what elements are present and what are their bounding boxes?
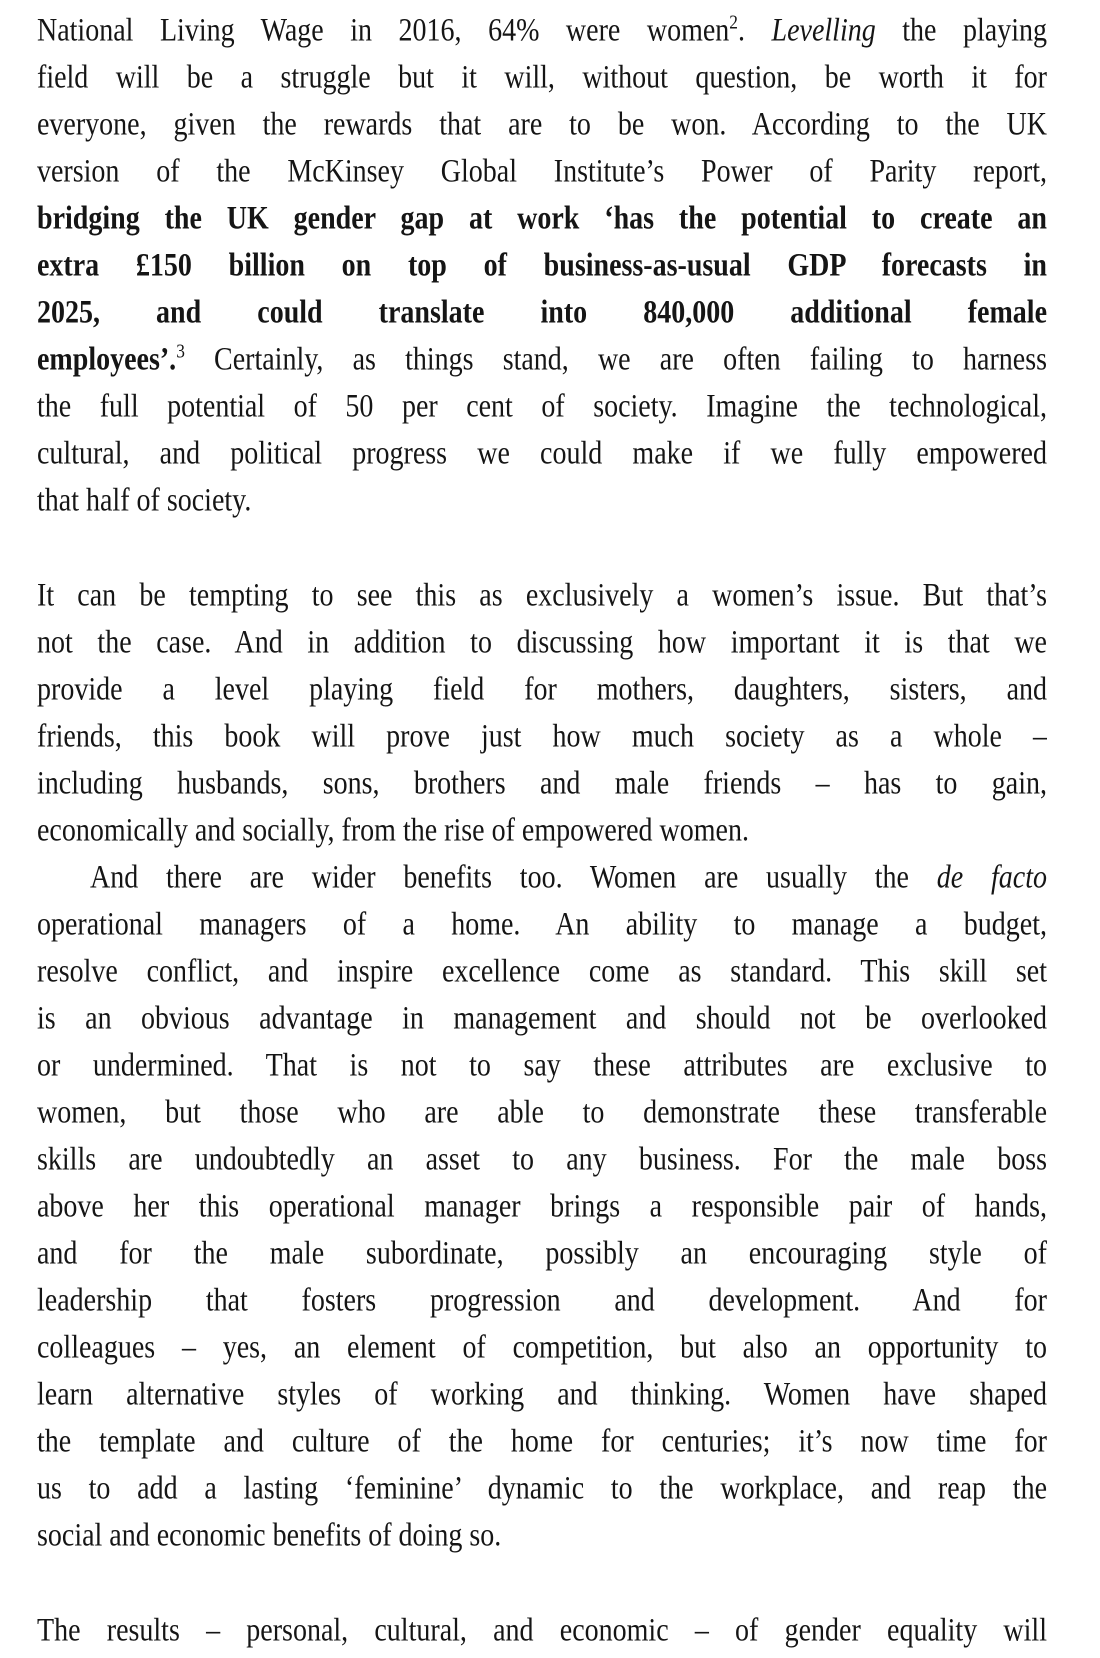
text-line <box>37 1603 1047 1658</box>
text-line <box>37 473 1047 528</box>
text-run-regular: not the case. And in addition to discussing how important it is that we <box>37 624 1047 661</box>
text-run-bold: extra £150 billion on top of business-as-usual GDP forecasts in <box>37 247 1047 284</box>
text-line <box>37 1508 1047 1563</box>
text-run-regular: the full potential of 50 per cent of society. Imagine the technological, <box>37 388 1047 425</box>
text-run-regular: is an obvious advantage in management and should not be overlooked <box>37 1000 1047 1037</box>
text-run-regular: us to add a lasting ‘feminine’ dynamic to the workplace, and reap the <box>37 1470 1047 1507</box>
footnote-marker: 3 <box>176 340 185 363</box>
text-run-regular: provide a level playing field for mothers, daughters, sisters, and <box>37 671 1047 708</box>
text-run-regular: and for the male subordinate, possibly an encouraging style of <box>37 1235 1047 1272</box>
text-run-regular: economically and socially, from the rise of empowered women. <box>37 812 749 849</box>
text-run-regular: including husbands, sons, brothers and male friends – has to gain, <box>37 765 1047 802</box>
text-run-regular: learn alternative styles of working and thinking. Women have shaped <box>37 1376 1047 1413</box>
text-run-regular: The results – personal, cultural, and economic – of gender equality will <box>37 1612 1047 1649</box>
text-run-bold: bridging the UK gender gap at work ‘has the potential to create an <box>37 200 1047 237</box>
text-run-regular: And there are wider benefits too. Women are usually the <box>90 859 937 896</box>
text-run-italic: Levelling <box>771 12 876 49</box>
text-run-bold: employees’. <box>37 341 177 378</box>
text-run-regular: above her this operational manager brings a responsible pair of hands, <box>37 1188 1047 1225</box>
paragraph-1 <box>37 7 1047 524</box>
text-run-regular: the template and culture of the home for centuries; it’s now time for <box>37 1423 1047 1460</box>
text-run-regular: . <box>737 12 772 49</box>
text-run-regular: everyone, given the rewards that are to be won. According to the UK <box>37 106 1047 143</box>
text-run-regular: It can be tempting to see this as exclusively a women’s issue. But that’s <box>37 577 1047 614</box>
paragraph-3 <box>37 854 1047 1559</box>
text-run-italic: de facto <box>936 859 1047 896</box>
text-run-regular: friends, this book will prove just how much society as a whole – <box>37 718 1047 755</box>
text-run-regular: women, but those who are able to demonstrate these transferable <box>37 1094 1047 1131</box>
text-run-bold: 2025, and could translate into 840,000 additional female <box>37 294 1047 331</box>
paragraph-2 <box>37 572 1047 854</box>
page-text <box>37 7 1047 1654</box>
footnote-marker: 2 <box>729 11 738 34</box>
text-run-regular: Certainly, as things stand, we are often failing to harness <box>184 341 1047 378</box>
text-run-regular: field will be a struggle but it will, without question, be worth it for <box>37 59 1047 96</box>
text-run-regular: that half of society. <box>37 482 252 519</box>
text-run-regular: National Living Wage in 2016, 64% were women <box>37 12 730 49</box>
text-run-regular: cultural, and political progress we could make if we fully empowered <box>37 435 1047 472</box>
text-run-regular: leadership that fosters progression and development. And for <box>37 1282 1047 1319</box>
text-run-regular: social and economic benefits of doing so. <box>37 1517 502 1554</box>
text-run-regular: operational managers of a home. An ability to manage a budget, <box>37 906 1047 943</box>
text-run-regular: the playing <box>875 12 1047 49</box>
text-run-regular: or undermined. That is not to say these attributes are exclusive to <box>37 1047 1047 1084</box>
text-run-regular: resolve conflict, and inspire excellence come as standard. This skill set <box>37 953 1047 990</box>
text-run-regular: version of the McKinsey Global Institute’s Power of Parity report, <box>37 153 1047 190</box>
paragraph-4 <box>37 1607 1047 1654</box>
text-run-regular: colleagues – yes, an element of competition, but also an opportunity to <box>37 1329 1047 1366</box>
text-run-regular: skills are undoubtedly an asset to any business. For the male boss <box>37 1141 1047 1178</box>
